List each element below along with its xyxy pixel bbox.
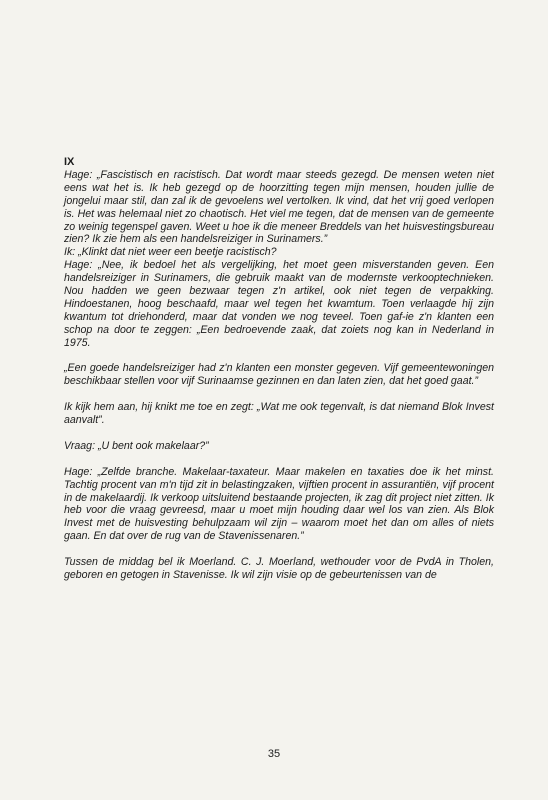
paragraph: Ik kijk hem aan, hij knikt me toe en zegt: „Wat me ook tegenvalt, is dat niemand Blok Invest aanvalt”. xyxy=(64,401,494,427)
paragraph: Hage: „Nee, ik bedoel het als vergelijking, het moet geen misverstanden geven. Een handelsreiziger in Surinamers, die gebruik maakt van de modernste verkooptechnieken. Nou hadden we geen bezwaar tegen z'n artikel, ook niet tegen de verpakking. Hindoestanen, hoog beschaafd, maar wel tegen het kwamtum. Toen verlaagde hij zijn kwantum tot driehonderd, maar dat vonden we nog teveel. Toen gaf-ie z'n klanten een schop na door te zeggen: „Een bedroevende zaak, dat zoiets nog kan in Nederland in 1975. xyxy=(64,259,494,349)
paragraph: Ik: „Klinkt dat niet weer een beetje racistisch? xyxy=(64,246,277,259)
body-text xyxy=(64,156,494,595)
chapter-heading: IX xyxy=(64,156,75,168)
paragraph: Vraag: „U bent ook makelaar?” xyxy=(64,439,209,452)
page-number: 35 xyxy=(267,748,281,760)
paragraph: Hage: „Fascistisch en racistisch. Dat wordt maar steeds gezegd. De mensen weten niet eens wat het is. Ik heb gezegd op de hoorzitting tegen mijn mensen, houden jullie de jongelui maar stil, dan zal ik de gevoelens wel vertolken. Ik vind, dat het vrij goed verlopen is. Het was helemaal niet zo chaotisch. Het viel me tegen, dat de mensen van de gemeente zo weinig tegenspel gaven. Weet u hoe ik die meneer Breddels van het huisvestingsbureau zien? Ik zie hem als een handelsreiziger in Surinamers.” xyxy=(64,168,494,246)
paragraph: „Een goede handelsreiziger had z'n klanten een monster gegeven. Vijf gemeentewoningen beschikbaar stellen voor vijf Surinaamse gezinnen en dan laten zien, dat het goed gaat.” xyxy=(64,362,494,388)
paragraph: Tussen de middag bel ik Moerland. C. J. Moerland, wethouder voor de PvdA in Tholen, geboren en getogen in Stavenisse. Ik wil zijn visie op de gebeurtenissen van de xyxy=(64,556,494,581)
paragraph: Hage: „Zelfde branche. Makelaar-taxateur. Maar makelen en taxaties doe ik het minst. Tachtig procent van m'n tijd zit in belastingzaken, vijftien procent in assurantiën, vijf procent in de makelaardij. Ik verkoop uitsluitend bestaande projecten, ik zag dit project niet zitten. Ik heb voor die vraag gevreesd, maar u moet mijn houding daar wel los van zien. Als Blok Invest met de huisvesting behulpzaam wil zijn – waarom moet het dan om alles of niets gaan. En dat over de rug van de Stavenissenaren.” xyxy=(64,465,494,543)
